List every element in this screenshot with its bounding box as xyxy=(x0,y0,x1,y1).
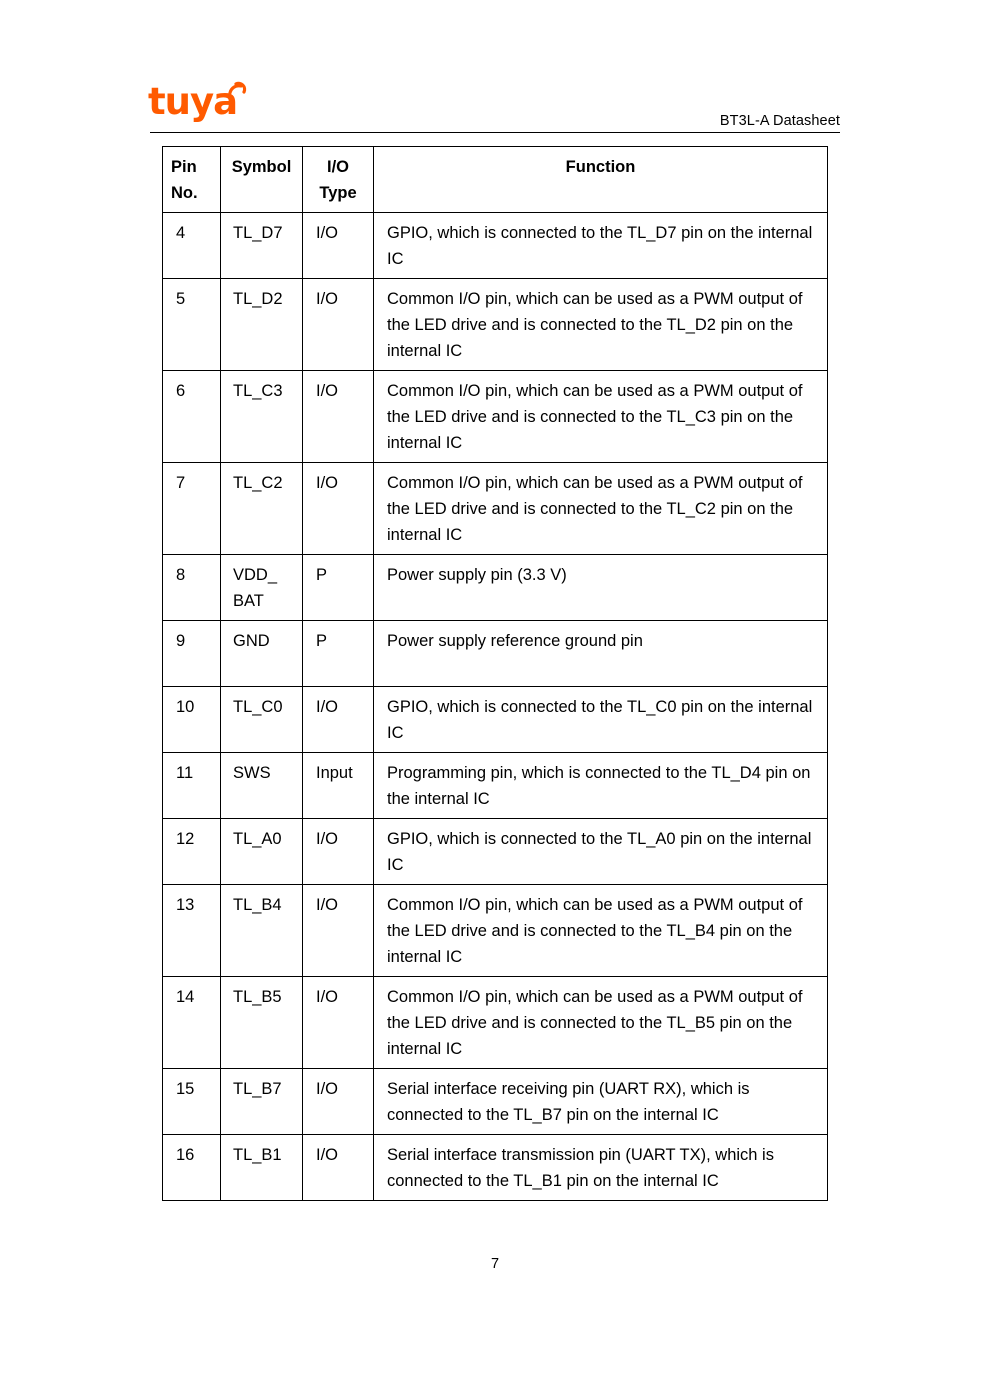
function-cell: Common I/O pin, which can be used as a PWM output of the LED drive and is connected to the TL_B4 pin on the internal IC xyxy=(374,885,828,977)
pin-number-cell: 5 xyxy=(163,279,221,371)
pin-number-cell: 14 xyxy=(163,977,221,1069)
io-type-cell: I/O xyxy=(303,279,374,371)
symbol-cell: TL_B4 xyxy=(221,885,303,977)
symbol-cell: TL_B1 xyxy=(221,1135,303,1201)
symbol-cell: TL_C3 xyxy=(221,371,303,463)
pin-number-cell: 15 xyxy=(163,1069,221,1135)
symbol-cell: TL_C2 xyxy=(221,463,303,555)
function-cell: Power supply pin (3.3 V) xyxy=(374,555,828,621)
function-cell: Serial interface transmission pin (UART TX), which is connected to the TL_B1 pin on the internal IC xyxy=(374,1135,828,1201)
table-row xyxy=(163,885,828,977)
function-cell: Common I/O pin, which can be used as a PWM output of the LED drive and is connected to the TL_B5 pin on the internal IC xyxy=(374,977,828,1069)
io-type-cell: I/O xyxy=(303,371,374,463)
io-type-cell: P xyxy=(303,555,374,621)
table-row xyxy=(163,371,828,463)
function-cell: Serial interface receiving pin (UART RX), which is connected to the TL_B7 pin on the internal IC xyxy=(374,1069,828,1135)
io-type-cell: I/O xyxy=(303,819,374,885)
table-row xyxy=(163,555,828,621)
pin-number-cell: 11 xyxy=(163,753,221,819)
column-header-symbol: Symbol xyxy=(221,147,303,213)
io-type-cell: I/O xyxy=(303,463,374,555)
function-cell: GPIO, which is connected to the TL_A0 pin on the internal IC xyxy=(374,819,828,885)
io-type-cell: I/O xyxy=(303,885,374,977)
table-row xyxy=(163,1069,828,1135)
table-row xyxy=(163,977,828,1069)
io-type-cell: I/O xyxy=(303,1135,374,1201)
symbol-cell: TL_D2 xyxy=(221,279,303,371)
table-row xyxy=(163,753,828,819)
column-header-function: Function xyxy=(374,147,828,213)
pin-number-cell: 16 xyxy=(163,1135,221,1201)
io-type-cell: I/O xyxy=(303,977,374,1069)
table-row xyxy=(163,687,828,753)
table-row xyxy=(163,1135,828,1201)
function-cell: Programming pin, which is connected to the TL_D4 pin on the internal IC xyxy=(374,753,828,819)
function-cell: GPIO, which is connected to the TL_C0 pin on the internal IC xyxy=(374,687,828,753)
symbol-cell: VDD_ BAT xyxy=(221,555,303,621)
symbol-cell: TL_A0 xyxy=(221,819,303,885)
pin-number-cell: 7 xyxy=(163,463,221,555)
column-header-pin: Pin No. xyxy=(163,147,221,213)
table-row xyxy=(163,819,828,885)
pin-number-cell: 13 xyxy=(163,885,221,977)
pin-definition-table xyxy=(162,146,828,1201)
io-type-cell: P xyxy=(303,621,374,687)
pin-number-cell: 4 xyxy=(163,213,221,279)
io-type-cell: Input xyxy=(303,753,374,819)
io-type-cell: I/O xyxy=(303,687,374,753)
table-row xyxy=(163,621,828,687)
symbol-cell: SWS xyxy=(221,753,303,819)
io-type-cell: I/O xyxy=(303,1069,374,1135)
table-row xyxy=(163,463,828,555)
function-cell: Common I/O pin, which can be used as a PWM output of the LED drive and is connected to the TL_C2 pin on the internal IC xyxy=(374,463,828,555)
table-header-row xyxy=(163,147,828,213)
logo-wordmark: tuya xyxy=(148,80,238,123)
io-type-cell: I/O xyxy=(303,213,374,279)
pin-number-cell: 6 xyxy=(163,371,221,463)
function-cell: GPIO, which is connected to the TL_D7 pin on the internal IC xyxy=(374,213,828,279)
header-divider xyxy=(150,132,840,133)
document-title: BT3L-A Datasheet xyxy=(719,113,840,129)
symbol-cell: TL_C0 xyxy=(221,687,303,753)
function-cell: Power supply reference ground pin xyxy=(374,621,828,687)
pin-number-cell: 8 xyxy=(163,555,221,621)
symbol-cell: GND xyxy=(221,621,303,687)
pin-number-cell: 12 xyxy=(163,819,221,885)
column-header-io-type: I/O Type xyxy=(303,147,374,213)
symbol-cell: TL_D7 xyxy=(221,213,303,279)
pin-number-cell: 10 xyxy=(163,687,221,753)
table-row xyxy=(163,213,828,279)
function-cell: Common I/O pin, which can be used as a PWM output of the LED drive and is connected to the TL_D2 pin on the internal IC xyxy=(374,279,828,371)
symbol-cell: TL_B7 xyxy=(221,1069,303,1135)
symbol-cell: TL_B5 xyxy=(221,977,303,1069)
tuya-logo xyxy=(148,80,252,130)
table-row xyxy=(163,279,828,371)
function-cell: Common I/O pin, which can be used as a PWM output of the LED drive and is connected to the TL_C3 pin on the internal IC xyxy=(374,371,828,463)
page-number: 7 xyxy=(490,1256,500,1272)
pin-number-cell: 9 xyxy=(163,621,221,687)
